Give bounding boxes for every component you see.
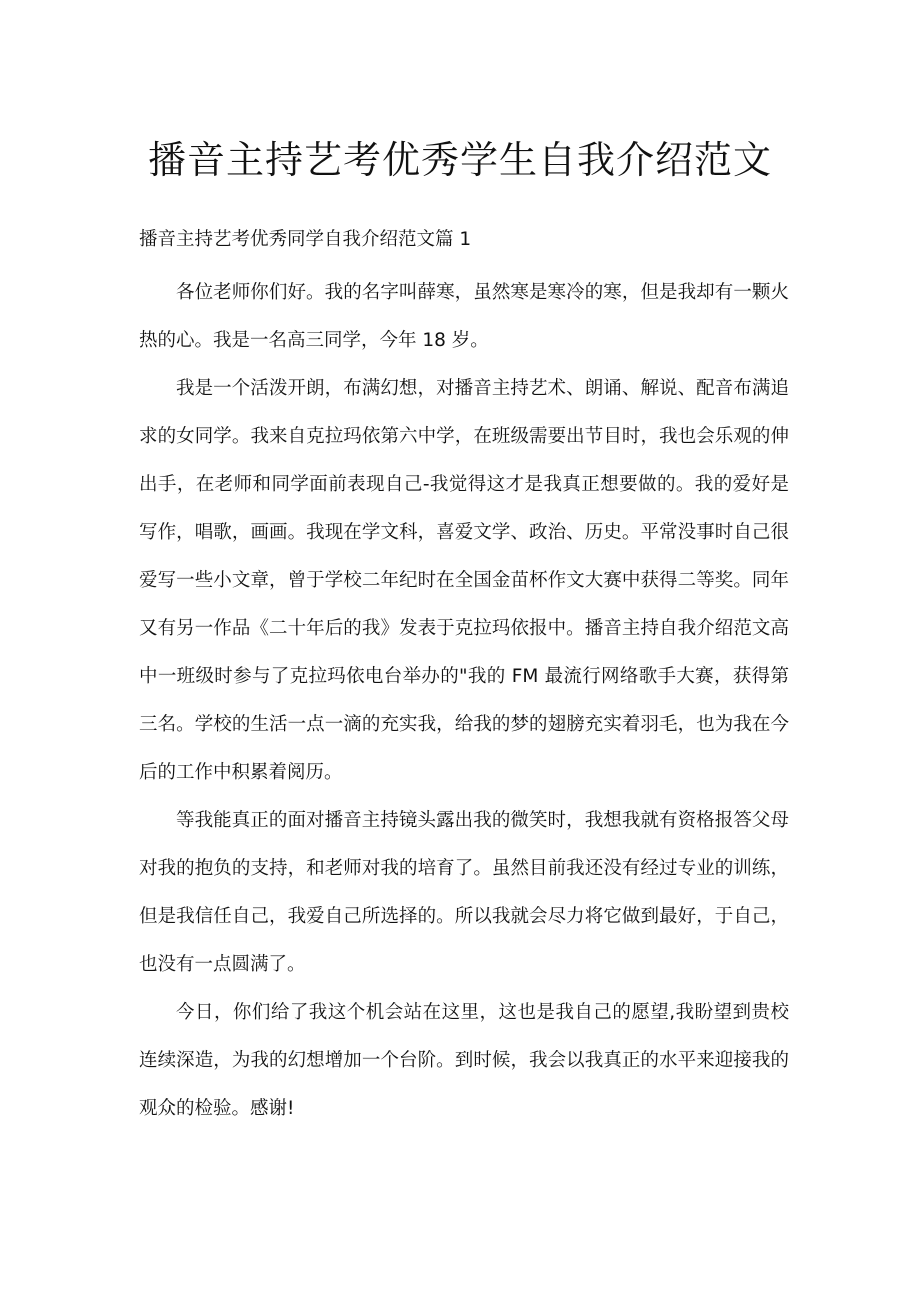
- paragraph-1: 各位老师你们好。我的名字叫薛寒，虽然寒是寒冷的寒，但是我却有一颗火热的心。我是一名高三同学，今年 18 岁。: [139, 282, 789, 351]
- document-body: [139, 269, 789, 1133]
- paragraph-3: 等我能真正的面对播音主持镜头露出我的微笑时，我想我就有资格报答父母对我的抱负的支持，和老师对我的培育了。虽然目前我还没有经过专业的训练，但是我信任自己，我爱自己所选择的。所以我就会尽力将它做到最好，于自己，也没有一点圆满了。: [139, 810, 789, 975]
- paragraph-2: 我是一个活泼开朗，布满幻想，对播音主持艺术、朗诵、解说、配音布满追求的女同学。我来自克拉玛依第六中学，在班级需要出节目时，我也会乐观的伸出手，在老师和同学面前表现自己-我觉得这才是我真正想要做的。我的爱好是写作，唱歌，画画。我现在学文科，喜爱文学、政治、历史。平常没事时自己很爱写一些小文章，曾于学校二年纪时在全国金苗杯作文大赛中获得二等奖。同年又有另一作品《二十年后的我》发表于克拉玛依报中。播音主持自我介绍范文高中一班级时参与了克拉玛依电台举办的"我的 FM 最流行网络歌手大赛，获得第三名。学校的生活一点一滴的充实我，给我的梦的翅膀充实着羽毛，也为我在今后的工作中积累着阅历。: [139, 378, 789, 783]
- document-title: 播音主持艺考优秀学生自我介绍范文: [147, 138, 772, 182]
- paragraph-4: 今日，你们给了我这个机会站在这里，这也是我自己的愿望,我盼望到贵校连续深造，为我的幻想增加一个台阶。到时候，我会以我真正的水平来迎接我的观众的检验。感谢!: [139, 1002, 789, 1119]
- section-subtitle: 播音主持艺考优秀同学自我介绍范文篇 1: [139, 229, 472, 250]
